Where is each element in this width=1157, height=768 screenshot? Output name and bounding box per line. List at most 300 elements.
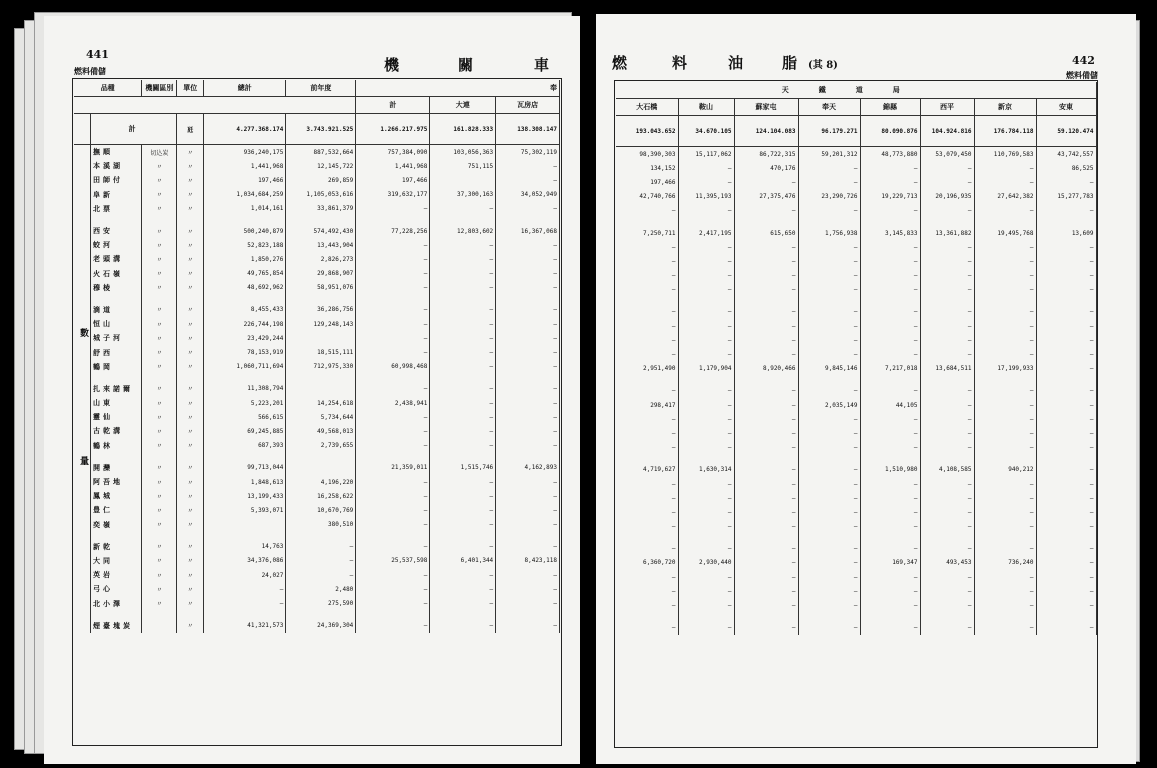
spacer-cell <box>860 218 920 226</box>
value-cell: — <box>616 542 678 556</box>
table-row <box>74 568 560 582</box>
mine-name-cell: 靈仙 <box>90 410 141 424</box>
table-row <box>616 226 1096 240</box>
value-cell: — <box>974 254 1036 268</box>
spacer-cell <box>142 453 177 461</box>
value-cell: 134,152 <box>616 161 678 175</box>
spacer-cell <box>1036 613 1096 621</box>
value-cell: — <box>860 598 920 612</box>
value-cell: — <box>860 441 920 455</box>
value-cell: — <box>204 582 286 596</box>
table-row <box>74 317 560 331</box>
value-cell: — <box>920 254 974 268</box>
tag-cell: 〃 <box>142 238 177 252</box>
spacer-cell <box>496 374 560 382</box>
value-cell: — <box>430 238 496 252</box>
value-cell: — <box>430 582 496 596</box>
table-header-row <box>616 82 1096 99</box>
value-cell: — <box>798 598 860 612</box>
value-cell: — <box>734 520 798 534</box>
page-caption: 燃料備儲 <box>1066 70 1098 80</box>
value-cell: — <box>798 161 860 175</box>
spacer-cell <box>286 453 356 461</box>
value-cell: — <box>860 477 920 491</box>
value-cell: 13,443,904 <box>286 238 356 252</box>
header-cell-sub: 計 <box>356 97 430 114</box>
tag-cell: 〃 <box>142 360 177 374</box>
tag-cell: 〃 <box>142 159 177 173</box>
value-cell: 48,773,880 <box>860 147 920 162</box>
title-char: 脂 <box>782 54 799 72</box>
value-cell: — <box>1036 584 1096 598</box>
spacer-cell <box>90 453 141 461</box>
unit-cell: 〃 <box>177 303 204 317</box>
tag-cell: 〃 <box>142 382 177 396</box>
spacer-cell <box>1036 297 1096 305</box>
title-char: 機 <box>384 56 401 74</box>
value-cell: — <box>356 317 430 331</box>
value-cell: — <box>496 410 560 424</box>
value-cell: 86,722,315 <box>734 147 798 162</box>
spacer-cell <box>678 376 734 384</box>
value-cell: — <box>496 568 560 582</box>
header-cell-sub: 大連 <box>430 97 496 114</box>
side-cell <box>74 503 90 517</box>
value-cell: 7,250,711 <box>616 226 678 240</box>
value-cell: — <box>1036 477 1096 491</box>
value-cell: — <box>356 202 430 216</box>
unit-cell: 〃 <box>177 568 204 582</box>
value-cell: — <box>798 426 860 440</box>
value-cell: 736,240 <box>974 556 1036 570</box>
value-cell: 275,590 <box>286 596 356 610</box>
value-cell: 940,212 <box>974 463 1036 477</box>
spacer-cell <box>204 374 286 382</box>
value-cell: — <box>798 333 860 347</box>
value-cell: — <box>678 505 734 519</box>
table-row <box>616 384 1096 398</box>
value-cell: 298,417 <box>616 398 678 412</box>
value-cell: — <box>920 398 974 412</box>
value-cell: — <box>616 305 678 319</box>
spacer-cell <box>356 216 430 224</box>
value-cell: — <box>496 475 560 489</box>
value-cell: — <box>616 598 678 612</box>
value-cell: — <box>734 463 798 477</box>
value-cell: — <box>920 542 974 556</box>
value-cell: — <box>430 360 496 374</box>
value-cell: — <box>1036 398 1096 412</box>
spacer-cell <box>177 453 204 461</box>
value-cell: — <box>356 424 430 438</box>
spacer-cell <box>920 218 974 226</box>
spacer-cell <box>74 374 90 382</box>
side-cell <box>74 188 90 202</box>
value-cell: 1,441,968 <box>356 159 430 173</box>
unit-cell: 〃 <box>177 424 204 438</box>
spacer-cell <box>74 295 90 303</box>
value-cell: — <box>1036 542 1096 556</box>
value-cell: 23,290,726 <box>798 190 860 204</box>
value-cell: — <box>798 269 860 283</box>
side-cell <box>74 331 90 345</box>
spacer-cell <box>974 534 1036 542</box>
header-cell-sub: 錦縣 <box>860 99 920 116</box>
value-cell: — <box>1036 491 1096 505</box>
value-cell: — <box>678 240 734 254</box>
spacer-cell <box>678 534 734 542</box>
value-cell: — <box>678 621 734 635</box>
value-cell: 13,609 <box>1036 226 1096 240</box>
unit-cell: 〃 <box>177 159 204 173</box>
spacer-cell <box>678 455 734 463</box>
value-cell: 2,930,440 <box>678 556 734 570</box>
value-cell: — <box>616 347 678 361</box>
side-cell <box>74 461 90 475</box>
spacer-cell <box>1036 455 1096 463</box>
value-cell: — <box>734 412 798 426</box>
value-cell: — <box>496 360 560 374</box>
unit-cell: 〃 <box>177 439 204 453</box>
value-cell: — <box>1036 598 1096 612</box>
mine-name-cell: 本溪湖 <box>90 159 141 173</box>
total-cell: 161.828.333 <box>430 114 496 145</box>
value-cell: — <box>734 570 798 584</box>
side-cell <box>74 303 90 317</box>
value-cell: — <box>734 556 798 570</box>
value-cell: — <box>860 161 920 175</box>
value-cell: 197,466 <box>356 173 430 187</box>
spacer-row <box>74 374 560 382</box>
value-cell: — <box>860 384 920 398</box>
tag-cell: 〃 <box>142 281 177 295</box>
spacer-row <box>616 297 1096 305</box>
value-cell: — <box>798 175 860 189</box>
value-cell: — <box>1036 269 1096 283</box>
value-cell: — <box>678 161 734 175</box>
value-cell: — <box>974 621 1036 635</box>
value-cell: — <box>734 254 798 268</box>
unit-cell: 〃 <box>177 145 204 160</box>
value-cell: — <box>920 505 974 519</box>
mine-name-cell: 煙臺塊炭 <box>90 619 141 633</box>
value-cell: — <box>734 240 798 254</box>
value-cell: 11,395,193 <box>678 190 734 204</box>
table-row <box>616 240 1096 254</box>
value-cell: — <box>678 491 734 505</box>
tag-cell: 〃 <box>142 224 177 238</box>
value-cell: 60,998,468 <box>356 360 430 374</box>
mine-name-cell: 蛟河 <box>90 238 141 252</box>
header-cell-prev: 前年度 <box>286 80 356 97</box>
value-cell: — <box>1036 283 1096 297</box>
value-cell: — <box>356 568 430 582</box>
value-cell: — <box>496 159 560 173</box>
value-cell: — <box>1036 204 1096 218</box>
value-cell: 15,117,062 <box>678 147 734 162</box>
value-cell: — <box>1036 362 1096 376</box>
value-cell: — <box>678 570 734 584</box>
value-cell: — <box>496 489 560 503</box>
table-row <box>74 410 560 424</box>
value-cell: — <box>920 598 974 612</box>
tag-cell: 〃 <box>142 461 177 475</box>
value-cell: 8,455,433 <box>204 303 286 317</box>
value-cell: — <box>920 333 974 347</box>
value-cell: — <box>616 426 678 440</box>
table-row <box>616 598 1096 612</box>
table-row <box>74 382 560 396</box>
spacer-cell <box>286 374 356 382</box>
value-cell: — <box>798 319 860 333</box>
spacer-cell <box>496 216 560 224</box>
side-cell <box>74 619 90 633</box>
table-row <box>74 489 560 503</box>
spacer-cell <box>734 613 798 621</box>
value-cell: 27,375,476 <box>734 190 798 204</box>
value-cell: — <box>496 582 560 596</box>
unit-cell: 〃 <box>177 360 204 374</box>
spacer-cell <box>177 374 204 382</box>
value-cell: — <box>860 491 920 505</box>
value-cell: — <box>496 424 560 438</box>
value-cell: — <box>1036 441 1096 455</box>
value-cell: — <box>616 505 678 519</box>
value-cell: — <box>678 333 734 347</box>
spacer-cell <box>356 611 430 619</box>
spacer-cell <box>798 455 860 463</box>
table-row <box>616 333 1096 347</box>
side-cell <box>74 596 90 610</box>
value-cell: 19,229,713 <box>860 190 920 204</box>
value-cell: 493,453 <box>920 556 974 570</box>
value-cell: 48,692,962 <box>204 281 286 295</box>
value-cell: — <box>286 554 356 568</box>
value-cell: — <box>430 303 496 317</box>
table-row <box>616 362 1096 376</box>
value-cell: — <box>798 240 860 254</box>
value-cell: 2,035,149 <box>798 398 860 412</box>
value-cell: — <box>798 621 860 635</box>
table-row <box>616 147 1096 162</box>
side-cell <box>74 410 90 424</box>
value-cell: — <box>974 477 1036 491</box>
value-cell: — <box>974 333 1036 347</box>
value-cell: 4,162,893 <box>496 461 560 475</box>
tag-cell: 〃 <box>142 252 177 266</box>
spacer-cell <box>798 218 860 226</box>
value-cell: 36,286,756 <box>286 303 356 317</box>
header-spacer <box>74 97 356 114</box>
value-cell: 11,308,794 <box>204 382 286 396</box>
value-cell: — <box>678 384 734 398</box>
value-cell: 500,240,879 <box>204 224 286 238</box>
value-cell: — <box>974 204 1036 218</box>
table-row <box>74 202 560 216</box>
value-cell: 75,302,119 <box>496 145 560 160</box>
spacer-cell <box>860 613 920 621</box>
unit-cell: 〃 <box>177 188 204 202</box>
value-cell: 1,060,711,694 <box>204 360 286 374</box>
header-cell-sub: 鞍山 <box>678 99 734 116</box>
value-cell: — <box>1036 254 1096 268</box>
total-cell: 1.266.217.975 <box>356 114 430 145</box>
value-cell: — <box>356 410 430 424</box>
table-row <box>616 621 1096 635</box>
tag-cell <box>142 619 177 633</box>
mine-name-cell: 西安 <box>90 224 141 238</box>
value-cell: — <box>430 382 496 396</box>
value-cell: — <box>430 489 496 503</box>
total-cell: 4.277.368.174 <box>204 114 286 145</box>
value-cell: — <box>798 204 860 218</box>
spacer-cell <box>204 453 286 461</box>
spacer-row <box>74 216 560 224</box>
value-cell: 1,179,904 <box>678 362 734 376</box>
value-cell: 4,196,220 <box>286 475 356 489</box>
spacer-cell <box>974 297 1036 305</box>
unit-cell: 〃 <box>177 238 204 252</box>
mine-name-cell: 鶴林 <box>90 439 141 453</box>
value-cell: — <box>734 333 798 347</box>
mine-name-cell: 舒西 <box>90 345 141 359</box>
table-row <box>74 518 560 532</box>
value-cell: — <box>1036 240 1096 254</box>
table-row <box>616 175 1096 189</box>
spacer-cell <box>430 216 496 224</box>
spacer-cell <box>90 611 141 619</box>
value-cell: — <box>734 269 798 283</box>
value-cell: 936,240,175 <box>204 145 286 160</box>
spacer-cell <box>90 532 141 540</box>
table-row <box>74 188 560 202</box>
value-cell: — <box>1036 520 1096 534</box>
spacer-cell <box>90 295 141 303</box>
tag-cell: 〃 <box>142 410 177 424</box>
value-cell: 269,859 <box>286 173 356 187</box>
value-cell: — <box>974 384 1036 398</box>
tag-cell: 〃 <box>142 518 177 532</box>
value-cell: — <box>356 252 430 266</box>
side-cell <box>74 360 90 374</box>
value-cell: — <box>860 319 920 333</box>
spacer-cell <box>496 611 560 619</box>
value-cell: — <box>678 175 734 189</box>
value-cell: — <box>356 382 430 396</box>
table-row <box>74 360 560 374</box>
value-cell: — <box>920 283 974 297</box>
header-cell-kind: 品種 <box>74 80 142 97</box>
value-cell: — <box>678 254 734 268</box>
value-cell: — <box>798 570 860 584</box>
spacer-cell <box>74 216 90 224</box>
spacer-cell <box>974 455 1036 463</box>
mine-name-cell: 開灤 <box>90 461 141 475</box>
value-cell: 887,532,664 <box>286 145 356 160</box>
table-row <box>74 619 560 633</box>
spacer-row <box>616 613 1096 621</box>
value-cell: — <box>430 503 496 517</box>
value-cell: 99,713,044 <box>204 461 286 475</box>
value-cell: 6,360,720 <box>616 556 678 570</box>
value-cell: — <box>798 584 860 598</box>
spacer-cell <box>860 297 920 305</box>
spacer-cell <box>1036 534 1096 542</box>
value-cell: — <box>860 426 920 440</box>
value-cell: 197,466 <box>616 175 678 189</box>
value-cell: 6,401,344 <box>430 554 496 568</box>
total-cell: 59.120.474 <box>1036 116 1096 147</box>
title-suffix: (其 8) <box>808 60 838 71</box>
value-cell: — <box>734 441 798 455</box>
value-cell: — <box>496 173 560 187</box>
value-cell: 380,510 <box>286 518 356 532</box>
value-cell: — <box>920 491 974 505</box>
value-cell: — <box>616 283 678 297</box>
value-cell: — <box>430 619 496 633</box>
value-cell: — <box>974 542 1036 556</box>
value-cell: — <box>616 621 678 635</box>
value-cell: — <box>1036 384 1096 398</box>
header-cell-org: 機關區別 <box>142 80 177 97</box>
value-cell: 49,765,854 <box>204 267 286 281</box>
value-cell: — <box>798 283 860 297</box>
unit-cell: 〃 <box>177 461 204 475</box>
value-cell: — <box>734 426 798 440</box>
total-cell: 104.924.816 <box>920 116 974 147</box>
table-row <box>616 556 1096 570</box>
value-cell: — <box>356 596 430 610</box>
side-cell <box>74 345 90 359</box>
table-row <box>616 305 1096 319</box>
value-cell: 2,438,941 <box>356 396 430 410</box>
mine-name-cell: 恒山 <box>90 317 141 331</box>
value-cell: — <box>920 175 974 189</box>
value-cell: — <box>678 347 734 361</box>
value-cell: — <box>496 252 560 266</box>
value-cell: — <box>356 503 430 517</box>
table-row <box>616 570 1096 584</box>
value-cell: — <box>798 477 860 491</box>
value-cell: 12,803,602 <box>430 224 496 238</box>
unit-cell: 〃 <box>177 540 204 554</box>
value-cell: — <box>974 570 1036 584</box>
spacer-cell <box>734 218 798 226</box>
spacer-cell <box>798 376 860 384</box>
value-cell: 15,277,783 <box>1036 190 1096 204</box>
value-cell: — <box>678 283 734 297</box>
table-subheader-row <box>616 99 1096 116</box>
table-row <box>74 281 560 295</box>
table-row <box>616 584 1096 598</box>
spacer-cell <box>860 455 920 463</box>
value-cell: 16,258,622 <box>286 489 356 503</box>
header-cell-sub: 大石橋 <box>616 99 678 116</box>
value-cell: — <box>974 269 1036 283</box>
total-cell: 124.104.083 <box>734 116 798 147</box>
value-cell: — <box>734 505 798 519</box>
value-cell: 98,390,303 <box>616 147 678 162</box>
value-cell: — <box>920 477 974 491</box>
table-row <box>616 505 1096 519</box>
table-row <box>616 412 1096 426</box>
spacer-cell <box>204 216 286 224</box>
value-cell: 9,845,146 <box>798 362 860 376</box>
value-cell: 8,920,466 <box>734 362 798 376</box>
total-cell: 176.784.118 <box>974 116 1036 147</box>
value-cell: 2,951,490 <box>616 362 678 376</box>
side-cell <box>74 224 90 238</box>
